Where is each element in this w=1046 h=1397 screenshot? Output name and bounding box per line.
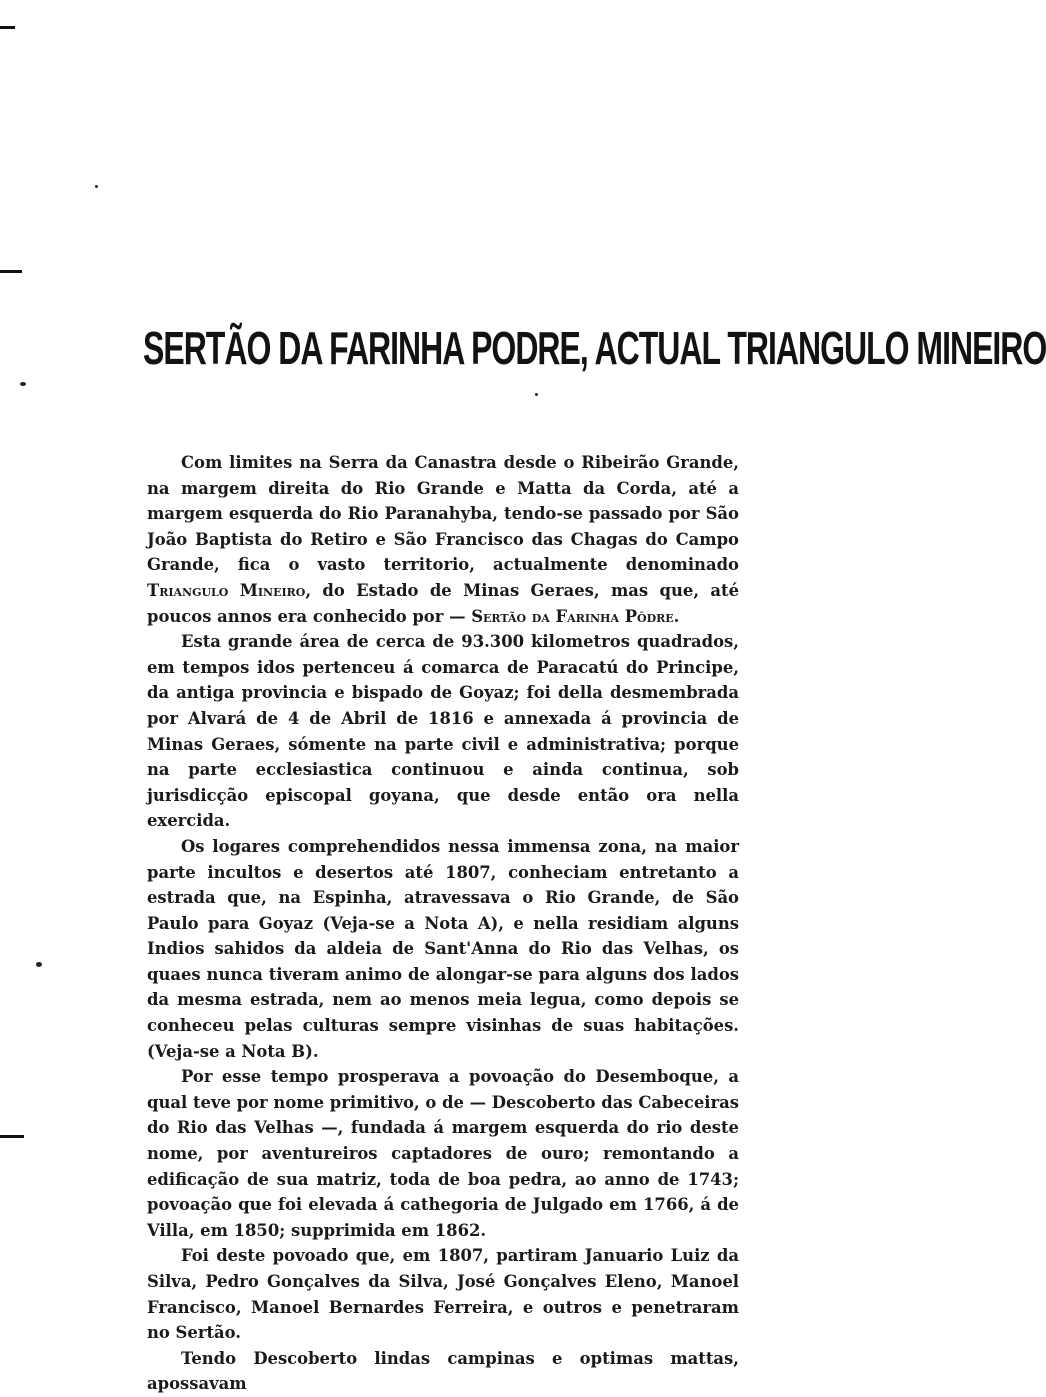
scan-speck <box>535 393 538 396</box>
scan-edge-mark <box>0 26 15 29</box>
scan-speck <box>95 185 98 188</box>
scan-edge-mark <box>0 1135 24 1138</box>
small-caps-term: Triangulo Mineiro <box>147 580 306 600</box>
paragraph-5: Foi deste povoado que, em 1807, partiram Januario Luiz da Silva, Pedro Gonçalves da Silva, José Gonçalves Eleno, Manoel Francisco, Manoel Bernardes Ferreira, e outros e penetraram no Sertão. <box>147 1246 739 1343</box>
paragraph-4: Por esse tempo prosperava a povoação do Desemboque, a qual teve por nome primitivo, o de — Descoberto das Cabeceiras do Rio das Velhas —, fundada á margem esquerda do rio deste nome, por aventureiros captadores de ouro; remontando a edificação de sua matriz, toda de boa pedra, ao anno de 1743; povoação que foi elevada á cathegoria de Julgado em 1766, á de Villa, em 1850; supprimida em 1862. <box>147 1067 739 1240</box>
paragraph-text: , do Estado de Minas Geraes, mas que, até poucos annos era conhecido por — <box>147 580 739 626</box>
paragraph-text: Com limites na Serra da Canastra desde o Ribeirão Grande, na margem direita do Rio Grande e Matta da Corda, até a margem esquerda do Rio Paranahyba, tendo-se passado por São João Baptista do Retiro e São Francisco das Chagas do Campo Grande, fica o vasto territorio, actualmente denominado <box>147 453 739 575</box>
paragraph-6: Tendo Descoberto lindas campinas e optimas mattas, apossavam <box>147 1348 739 1394</box>
scan-speck <box>20 382 26 386</box>
scan-edge-mark <box>0 270 22 273</box>
scan-speck <box>36 962 42 967</box>
paragraph-2: Esta grande área de cerca de 93.300 kilometros quadrados, em tempos idos pertenceu á comarca de Paracatú do Principe, da antiga provincia e bispado de Goyaz; foi della desmembrada por Alvará de 4 de Abril de 1816 e annexada á provincia de Minas Geraes, sómente na parte civil e administrativa; porque na parte ecclesiastica continuou e ainda continua, sob jurisdicção episcopal goyana, que desde então ora nella exercida. <box>147 632 739 831</box>
paragraph-3: Os logares comprehendidos nessa immensa zona, na maior parte incultos e desertos até 1807, conheciam entretanto a estrada que, na Espinha, atravessava o Rio Grande, de São Paulo para Goyaz (Veja-se a Nota A), e nella residiam alguns Indios sahidos da aldeia de Sant'Anna do Rio das Velhas, os quaes nunca tiveram animo de alongar-se para alguns dos lados da mesma estrada, nem ao menos meia legua, como depois se conheceu pelas culturas sempre visinhas de suas habitações. (Veja-se a Nota B). <box>147 836 739 1061</box>
small-caps-term: Sertão da Farinha Pôdre <box>471 606 674 626</box>
paragraph-text: . <box>673 606 680 626</box>
paragraph-1 <box>147 450 739 629</box>
page-title: SERTÃO DA FARINHA PODRE, ACTUAL TRIANGULO MINEIRO <box>143 322 1046 375</box>
body-text <box>147 450 739 1397</box>
